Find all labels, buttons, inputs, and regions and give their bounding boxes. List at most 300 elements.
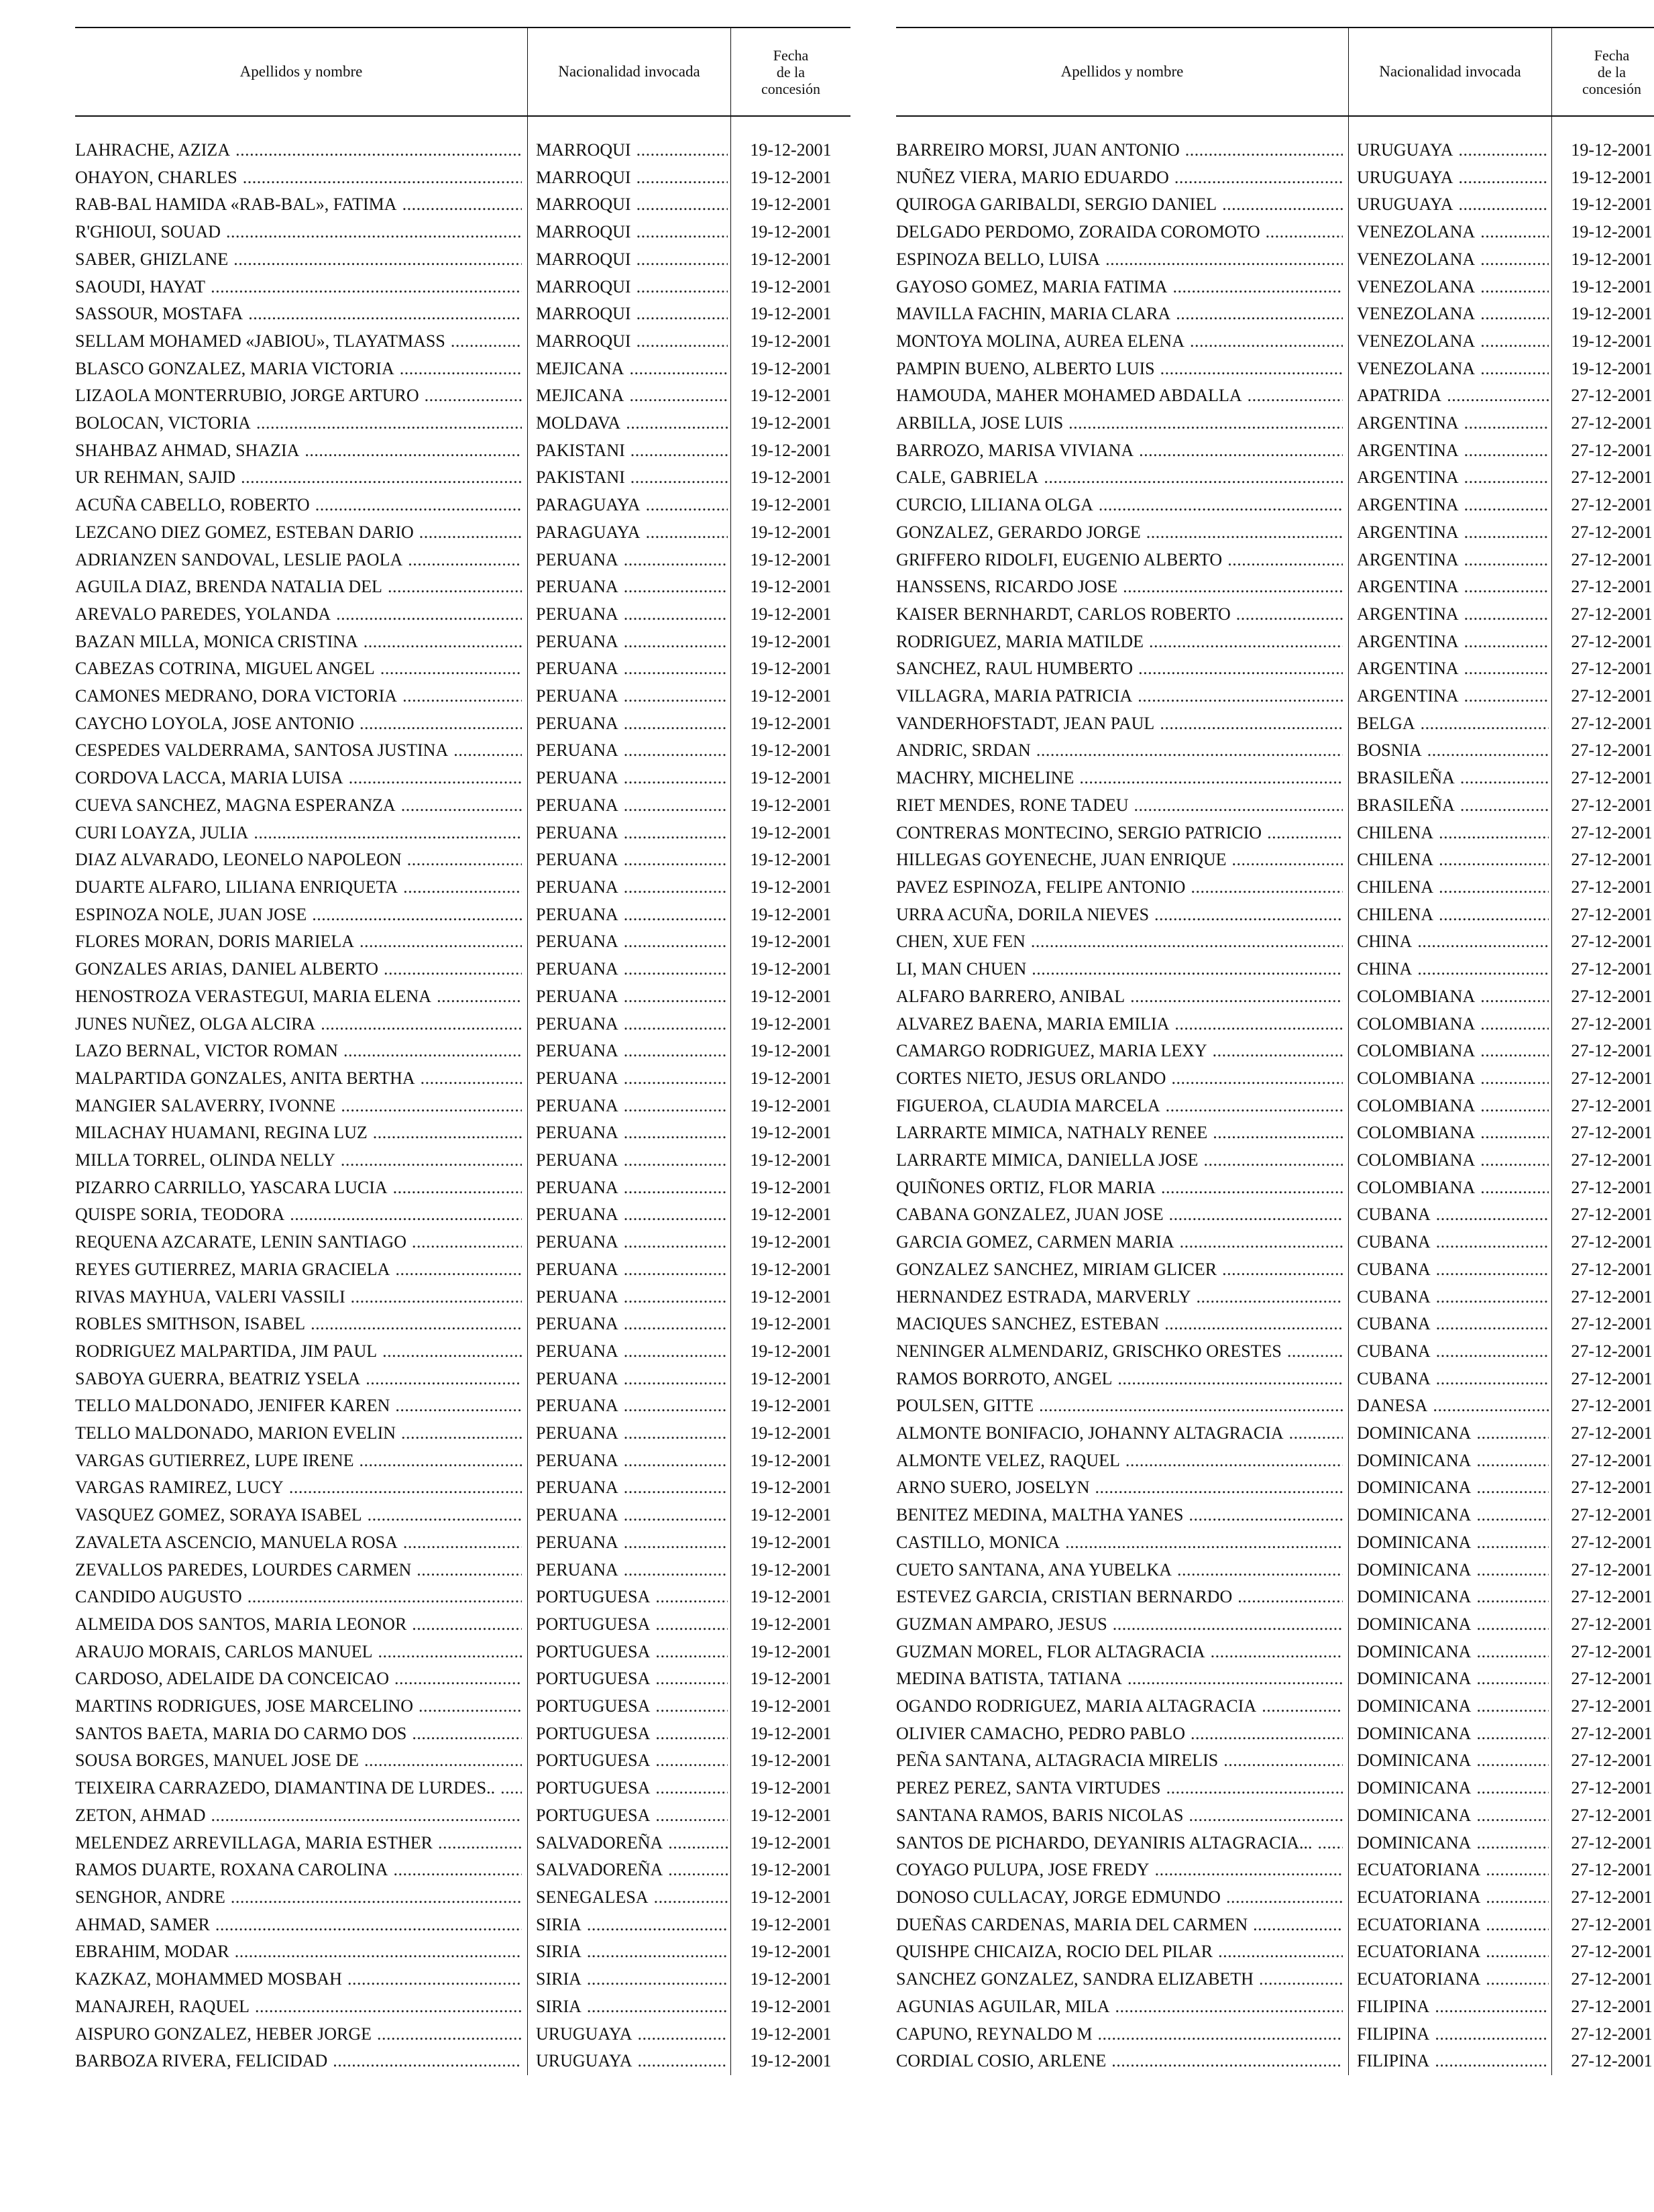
person-name: HERNANDEZ ESTRADA, MARVERLY [896, 1286, 1191, 1307]
table-row [896, 1775, 1654, 1802]
dot-leader [1417, 956, 1549, 983]
nationality-cell [528, 519, 731, 547]
dot-leader [637, 246, 728, 274]
nationality: PERUANA [536, 549, 618, 569]
date-cell: 19-12-2001 [750, 1396, 832, 1416]
nationality-cell [528, 820, 731, 847]
table-row [75, 1611, 850, 1639]
dot-leader [1173, 274, 1343, 301]
name-cell [75, 983, 528, 1011]
person-name: EBRAHIM, MODAR [75, 1942, 229, 1962]
nationality-cell [1349, 1201, 1552, 1229]
dot-leader [1180, 1229, 1343, 1256]
dot-leader [1476, 1474, 1549, 1502]
name-cell [75, 1938, 528, 1966]
person-name: MILACHAY HUAMANI, REGINA LUZ [75, 1123, 368, 1143]
nationality-cell [1349, 300, 1552, 328]
date-cell: 27-12-2001 [1571, 1751, 1653, 1771]
person-name: OLIVIER CAMACHO, PEDRO PABLO [896, 1723, 1185, 1743]
name-cell [75, 2048, 528, 2075]
dot-leader [1459, 191, 1549, 219]
name-cell [75, 1229, 528, 1256]
dot-leader [655, 1775, 728, 1802]
person-name: BAZAN MILLA, MONICA CRISTINA [75, 631, 358, 651]
nationality-cell [528, 1529, 731, 1557]
nationality-cell [528, 710, 731, 738]
dot-leader [1044, 464, 1343, 492]
person-name: BLASCO GONZALEZ, MARIA VICTORIA [75, 358, 394, 378]
nationality-cell [1349, 1392, 1552, 1420]
dot-leader [1237, 1584, 1343, 1611]
name-cell [75, 355, 528, 383]
dot-leader [624, 1174, 728, 1202]
dot-leader [1464, 601, 1549, 628]
nationality-cell [1349, 1857, 1552, 1884]
person-name: CANDIDO AUGUSTO [75, 1587, 242, 1607]
nationality-cell [528, 1392, 731, 1420]
nationality: SIRIA [536, 1996, 582, 2016]
person-name: AISPURO GONZALEZ, HEBER JORGE [75, 2024, 372, 2044]
name-cell [896, 1338, 1349, 1366]
name-cell [896, 1966, 1349, 1993]
nationality-cell [528, 1420, 731, 1447]
date-cell: 19-12-2001 [750, 822, 832, 842]
dot-leader [1266, 219, 1343, 246]
nationality-cell [528, 547, 731, 574]
dot-leader [395, 1392, 522, 1420]
nationality: URUGUAYA [536, 2024, 632, 2044]
name-cell [75, 1966, 528, 1993]
dot-leader [341, 1093, 522, 1120]
nationality-cell [1349, 1256, 1552, 1284]
dot-leader [290, 1201, 522, 1229]
nationality-cell [1349, 464, 1552, 492]
nationality-cell [1349, 191, 1552, 219]
table-row [75, 1938, 850, 1966]
person-name: AREVALO PAREDES, YOLANDA [75, 604, 331, 624]
date-cell: 19-12-2001 [750, 1914, 832, 1934]
date-cell: 27-12-2001 [1571, 1150, 1653, 1170]
table-row [75, 1884, 850, 1912]
name-cell [75, 573, 528, 601]
nationality-cell [528, 1775, 731, 1802]
date-cell: 19-12-2001 [1571, 195, 1653, 215]
dot-leader [1149, 628, 1343, 656]
dot-leader [1476, 1529, 1549, 1557]
dot-leader [1166, 1775, 1343, 1802]
name-cell [75, 1366, 528, 1393]
person-name: SANCHEZ GONZALEZ, SANDRA ELIZABETH [896, 1969, 1254, 1989]
dot-leader [417, 1557, 522, 1584]
person-name: SANCHEZ, RAUL HUMBERTO [896, 659, 1134, 679]
dot-leader [624, 1420, 728, 1447]
name-cell [896, 191, 1349, 219]
person-name: SELLAM MOHAMED «JABIOU», TLAYATMASS [75, 331, 445, 351]
date-cell: 19-12-2001 [750, 1587, 832, 1607]
person-name: CURCIO, LILIANA OLGA [896, 495, 1093, 515]
dot-leader [1464, 683, 1549, 710]
date-cell: 27-12-2001 [1571, 877, 1653, 897]
person-name: POULSEN, GITTE [896, 1396, 1034, 1416]
header-date-line-1: Fecha [1594, 46, 1630, 64]
table-row [75, 846, 850, 874]
name-cell [75, 1665, 528, 1693]
table-row [896, 846, 1654, 874]
left-column [75, 27, 832, 2075]
dot-leader [1486, 1938, 1549, 1966]
dot-leader [624, 901, 728, 929]
name-cell [75, 1747, 528, 1775]
name-cell [75, 1830, 528, 1857]
header-name: Apellidos y nombre [896, 27, 1349, 116]
date-cell: 19-12-2001 [750, 1942, 832, 1962]
header-date [1552, 27, 1654, 116]
nationality: DOMINICANA [1357, 1778, 1472, 1798]
name-cell [896, 846, 1349, 874]
date-cell: 27-12-2001 [1571, 1832, 1653, 1852]
table-row [896, 573, 1654, 601]
date-cell: 27-12-2001 [1571, 713, 1653, 733]
nationality-cell [1349, 2021, 1552, 2048]
dot-leader [1189, 1802, 1343, 1830]
dot-leader [248, 300, 522, 328]
dot-leader [1226, 1884, 1343, 1912]
dot-leader [587, 1966, 728, 1993]
person-name: MILLA TORREL, OLINDA NELLY [75, 1150, 335, 1170]
date-cell: 19-12-2001 [750, 413, 832, 433]
person-name: SANTOS DE PICHARDO, DEYANIRIS ALTAGRACIA... [896, 1832, 1313, 1852]
nationality: CUBANA [1357, 1341, 1431, 1361]
dot-leader [1486, 1966, 1549, 1993]
dot-leader [1476, 1830, 1549, 1857]
table-row [896, 1119, 1654, 1147]
nationality-cell [528, 1065, 731, 1093]
name-cell [75, 1502, 528, 1529]
dot-leader [1134, 792, 1343, 820]
name-cell [896, 1775, 1349, 1802]
dot-leader [1447, 382, 1549, 410]
nationality: PORTUGUESA [536, 1751, 651, 1771]
date-cell: 19-12-2001 [750, 1505, 832, 1525]
name-cell [75, 1720, 528, 1748]
dot-leader [624, 573, 728, 601]
nationality-cell [528, 2048, 731, 2075]
person-name: JUNES NUÑEZ, OLGA ALCIRA [75, 1013, 316, 1034]
dot-leader [1262, 1693, 1343, 1720]
date-cell: 27-12-2001 [1571, 1723, 1653, 1743]
name-cell [75, 655, 528, 683]
person-name: RAMOS BORROTO, ANGEL [896, 1368, 1113, 1388]
table-row [75, 956, 850, 983]
table-row [75, 655, 850, 683]
nationality-cell [528, 1447, 731, 1475]
table-row [896, 1665, 1654, 1693]
nationality-cell [1349, 437, 1552, 465]
name-cell [75, 956, 528, 983]
nationality-cell [1349, 710, 1552, 738]
table-row [896, 901, 1654, 929]
nationality-cell [1349, 274, 1552, 301]
nationality: DOMINICANA [1357, 1696, 1472, 1716]
dot-leader [624, 983, 728, 1011]
nationality-cell [1349, 1693, 1552, 1720]
nationality: PERUANA [536, 1205, 618, 1225]
person-name: REQUENA AZCARATE, LENIN SANTIAGO [75, 1232, 406, 1252]
person-name: BOLOCAN, VICTORIA [75, 413, 251, 433]
table-row [896, 1474, 1654, 1502]
nationality: COLOMBIANA [1357, 1095, 1476, 1115]
header-date-line-1: Fecha [773, 46, 809, 64]
dot-leader [1480, 274, 1549, 301]
table-row [75, 1830, 850, 1857]
person-name: ALVAREZ BAENA, MARIA EMILIA [896, 1013, 1170, 1034]
dot-leader [638, 2048, 728, 2075]
nationality-cell [528, 355, 731, 383]
date-cell: 27-12-2001 [1571, 1232, 1653, 1252]
date-cell: 27-12-2001 [1571, 604, 1653, 624]
table-row [75, 1912, 850, 1939]
nationality-cell [1349, 1338, 1552, 1366]
dot-leader [215, 1912, 522, 1939]
nationality: PERUANA [536, 1095, 618, 1115]
name-cell [75, 628, 528, 656]
name-cell [75, 1256, 528, 1284]
nationality-cell [528, 1502, 731, 1529]
nationality: PERUANA [536, 1314, 618, 1334]
dot-leader [1222, 1256, 1343, 1284]
dot-leader [305, 437, 522, 465]
nationality: PERUANA [536, 932, 618, 952]
nationality-cell [1349, 1502, 1552, 1529]
dot-leader [1459, 164, 1549, 192]
date-cell: 27-12-2001 [1571, 1860, 1653, 1880]
dot-leader [1464, 410, 1549, 437]
dot-leader [655, 1747, 728, 1775]
table-row [896, 464, 1654, 492]
nationality: PERUANA [536, 631, 618, 651]
name-cell [75, 164, 528, 192]
table-row [896, 655, 1654, 683]
dot-leader [624, 1093, 728, 1120]
nationality: ECUATORIANA [1357, 1887, 1481, 1907]
table-row [896, 874, 1654, 901]
table-row [75, 164, 850, 192]
nationality: URUGUAYA [1357, 195, 1453, 215]
dot-leader [1464, 464, 1549, 492]
person-name: DONOSO CULLACAY, JORGE EDMUNDO [896, 1887, 1221, 1907]
dot-leader [624, 1311, 728, 1338]
nationality: CUBANA [1357, 1286, 1431, 1307]
person-name: ACUÑA CABELLO, ROBERTO [75, 495, 310, 515]
person-name: NENINGER ALMENDARIZ, GRISCHKO ORESTES [896, 1341, 1282, 1361]
name-cell [896, 1584, 1349, 1611]
nationality-cell [528, 1720, 731, 1748]
dot-leader [624, 655, 728, 683]
table-row [896, 1857, 1654, 1884]
name-cell [75, 547, 528, 574]
nationality: ARGENTINA [1357, 577, 1459, 597]
dot-leader [1476, 1420, 1549, 1447]
table-row [896, 519, 1654, 547]
dot-leader [1130, 983, 1343, 1011]
table-row [896, 1447, 1654, 1475]
name-cell [75, 1174, 528, 1202]
nationality: SALVADOREÑA [536, 1832, 663, 1852]
date-cell: 27-12-2001 [1571, 1396, 1653, 1416]
person-name: CARDOSO, ADELAIDE DA CONCEICAO [75, 1669, 390, 1689]
person-name: SANTOS BAETA, MARIA DO CARMO DOS [75, 1723, 407, 1743]
nationality: CUBANA [1357, 1232, 1431, 1252]
date-cell: 27-12-2001 [1571, 1641, 1653, 1661]
nationality-cell [1349, 1011, 1552, 1038]
date-cell: 19-12-2001 [750, 1314, 832, 1334]
date-cell: 19-12-2001 [750, 959, 832, 979]
nationality: SIRIA [536, 1942, 582, 1962]
dot-leader [587, 1912, 728, 1939]
nationality: PERUANA [536, 1341, 618, 1361]
table-row [75, 874, 850, 901]
dot-leader [1464, 573, 1549, 601]
nationality-cell [1349, 1912, 1552, 1939]
dot-leader [629, 355, 728, 383]
name-cell [75, 1857, 528, 1884]
nationality-cell [1349, 1966, 1552, 1993]
dot-leader [1155, 1857, 1343, 1884]
dot-leader [1267, 820, 1343, 847]
nationality: URUGUAYA [536, 2051, 632, 2071]
date-cell: 27-12-2001 [1571, 1177, 1653, 1197]
nationality-cell [528, 1338, 731, 1366]
nationality-cell [528, 573, 731, 601]
date-cell: 27-12-2001 [1571, 1259, 1653, 1279]
table-row [896, 928, 1654, 956]
dot-leader [1174, 1011, 1343, 1038]
naturalization-table-right [896, 27, 1654, 2075]
nationality: DOMINICANA [1357, 1532, 1472, 1552]
dot-leader [1222, 191, 1343, 219]
dot-leader [1427, 737, 1549, 765]
nationality: APATRIDA [1357, 386, 1442, 406]
person-name: CALE, GABRIELA [896, 467, 1039, 488]
name-cell [896, 1720, 1349, 1748]
dot-leader [1166, 1093, 1343, 1120]
nationality: DOMINICANA [1357, 1614, 1472, 1634]
dot-leader [336, 601, 522, 628]
dot-leader [630, 437, 728, 465]
date-cell: 19-12-2001 [750, 2051, 832, 2071]
dot-leader [655, 1639, 728, 1666]
nationality: CHILENA [1357, 877, 1434, 897]
person-name: VILLAGRA, MARIA PATRICIA [896, 686, 1133, 706]
person-name: RAMOS DUARTE, ROXANA CAROLINA [75, 1860, 388, 1880]
header-row [896, 27, 1654, 116]
nationality: URUGUAYA [1357, 167, 1453, 187]
nationality: ARGENTINA [1357, 631, 1459, 651]
dot-leader [1113, 1611, 1343, 1639]
nationality-cell [528, 1912, 731, 1939]
dot-leader [412, 1229, 522, 1256]
name-cell [896, 1502, 1349, 1529]
person-name: ARAUJO MORAIS, CARLOS MANUEL [75, 1641, 373, 1661]
name-cell [75, 1775, 528, 1802]
nationality: PERUANA [536, 986, 618, 1006]
name-cell [75, 601, 528, 628]
dot-leader [1476, 1720, 1549, 1748]
person-name: LIZAOLA MONTERRUBIO, JORGE ARTURO [75, 386, 419, 406]
dot-leader [1259, 1966, 1343, 1993]
date-cell: 19-12-2001 [750, 1778, 832, 1798]
name-cell [896, 219, 1349, 246]
dot-leader [624, 1474, 728, 1502]
person-name: ALMEIDA DOS SANTOS, MARIA LEONOR [75, 1614, 407, 1634]
name-cell [75, 1884, 528, 1912]
date-cell: 19-12-2001 [750, 1860, 832, 1880]
name-cell [896, 1912, 1349, 1939]
nationality-cell [1349, 1747, 1552, 1775]
name-cell [896, 355, 1349, 383]
nationality: CHINA [1357, 959, 1413, 979]
dot-leader [624, 956, 728, 983]
nationality-cell [1349, 1284, 1552, 1311]
dot-leader [419, 1693, 522, 1720]
dot-leader [1435, 2048, 1549, 2075]
person-name: DIAZ ALVARADO, LEONELO NAPOLEON [75, 850, 402, 870]
name-cell [75, 1993, 528, 2021]
dot-leader [241, 464, 522, 492]
name-cell [896, 1284, 1349, 1311]
date-cell: 27-12-2001 [1571, 549, 1653, 569]
dot-leader [1161, 1174, 1343, 1202]
table-row [896, 1557, 1654, 1584]
dot-leader [343, 1038, 522, 1065]
table-row [75, 1119, 850, 1147]
nationality: PERUANA [536, 1423, 618, 1443]
date-cell: 19-12-2001 [750, 195, 832, 215]
table-row [896, 1229, 1654, 1256]
table-row [75, 1557, 850, 1584]
person-name: TEIXEIRA CARRAZEDO, DIAMANTINA DE LURDES.. [75, 1778, 496, 1798]
person-name: HAMOUDA, MAHER MOHAMED ABDALLA [896, 386, 1242, 406]
dot-leader [624, 1147, 728, 1174]
dot-leader [624, 792, 728, 820]
nationality-cell [528, 328, 731, 355]
table-row [896, 437, 1654, 465]
nationality-cell [1349, 655, 1552, 683]
table-row [75, 683, 850, 710]
person-name: AGUILA DIAZ, BRENDA NATALIA DEL [75, 577, 382, 597]
nationality-cell [1349, 1611, 1552, 1639]
date-cell: 19-12-2001 [750, 1532, 832, 1552]
person-name: ZEVALLOS PAREDES, LOURDES CARMEN [75, 1559, 412, 1580]
nationality: PERUANA [536, 1041, 618, 1061]
nationality: MARROQUI [536, 249, 631, 269]
nationality-cell [528, 1038, 731, 1065]
date-cell: 27-12-2001 [1571, 631, 1653, 651]
dot-leader [1480, 1093, 1549, 1120]
person-name: DUEÑAS CARDENAS, MARIA DEL CARMEN [896, 1914, 1248, 1934]
date-cell: 19-12-2001 [750, 1150, 832, 1170]
nationality: PERUANA [536, 686, 618, 706]
dot-leader [211, 1802, 522, 1830]
name-cell [896, 1174, 1349, 1202]
nationality-cell [1349, 1447, 1552, 1475]
person-name: LAZO BERNAL, VICTOR ROMAN [75, 1041, 338, 1061]
nationality: DOMINICANA [1357, 1559, 1472, 1580]
table-row [896, 1912, 1654, 1939]
table-row [75, 573, 850, 601]
person-name: RODRIGUEZ, MARIA MATILDE [896, 631, 1144, 651]
dot-leader [364, 628, 522, 656]
